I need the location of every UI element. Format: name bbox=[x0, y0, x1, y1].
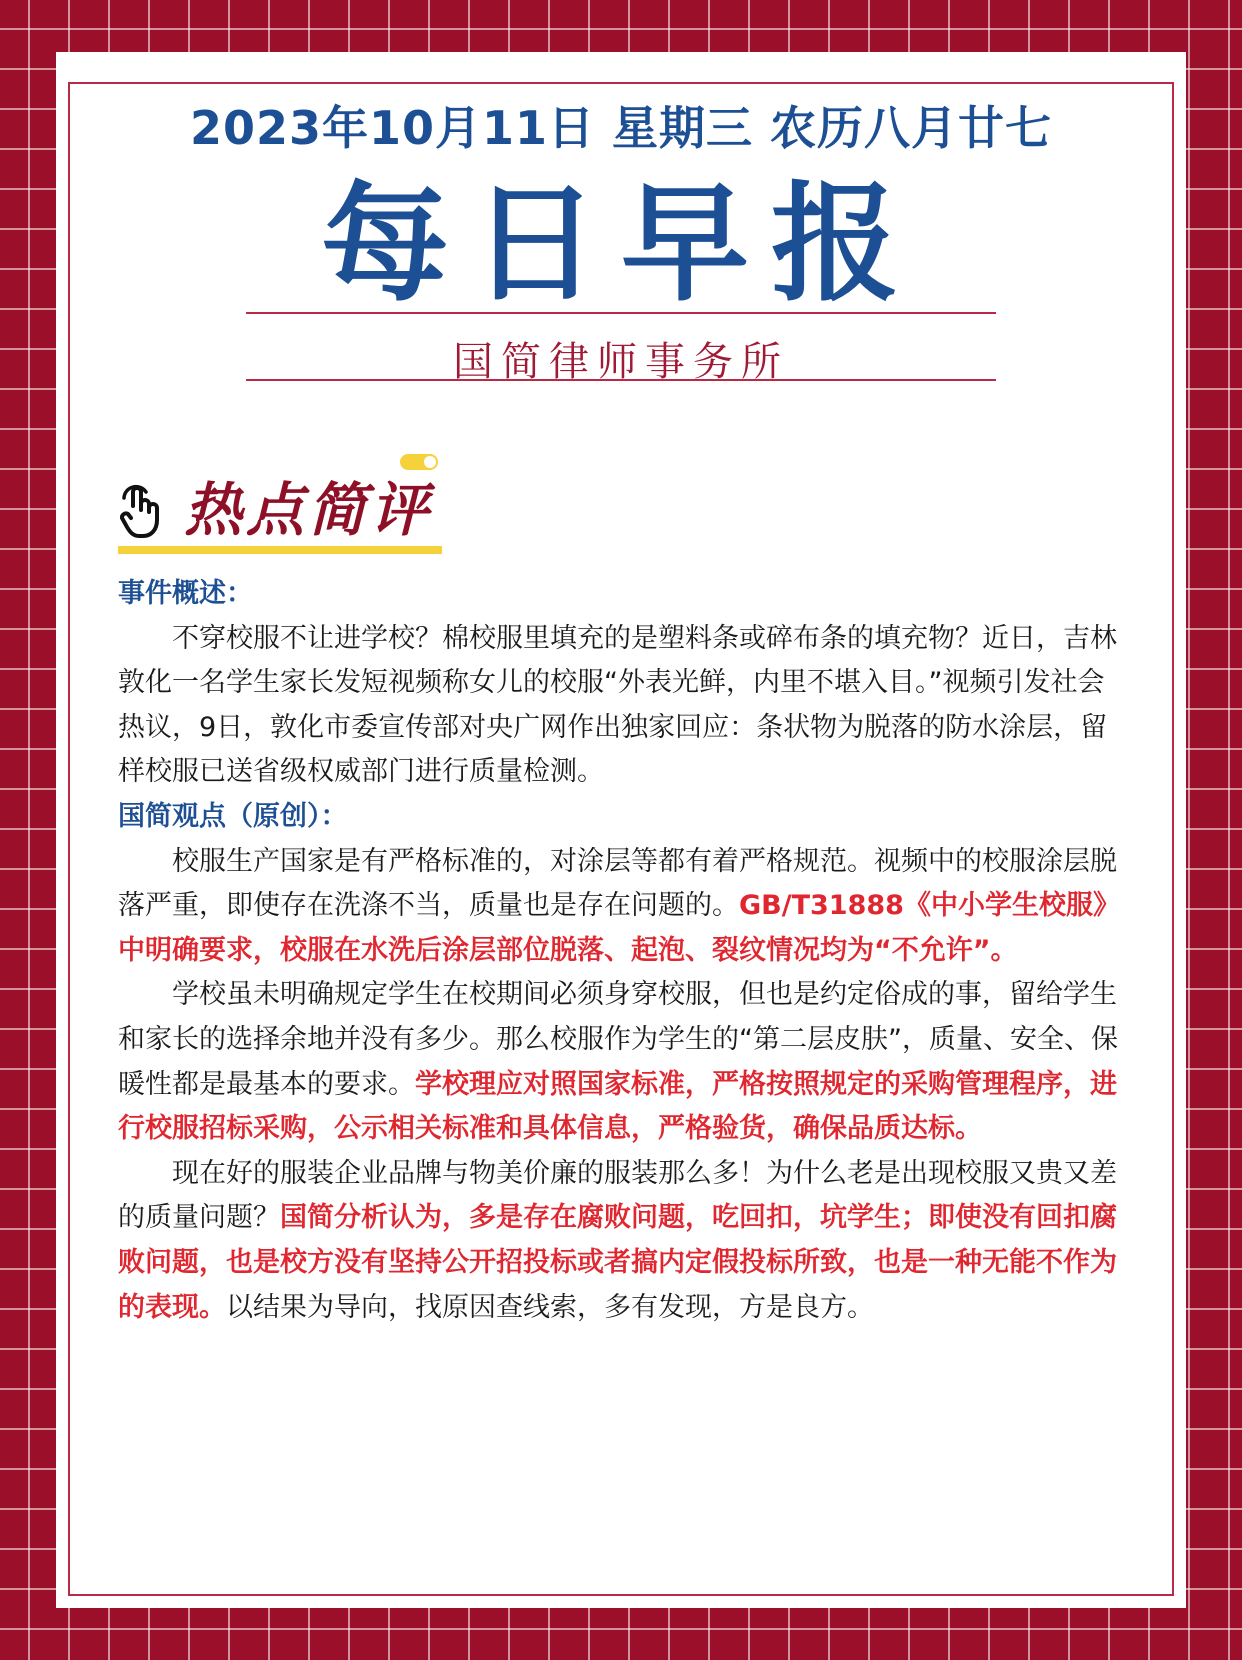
view-paragraph-1 bbox=[118, 840, 1120, 974]
date-line: 2023年10月11日 星期三 农历八月廿七 bbox=[189, 101, 1053, 155]
section-title: 热点简评 bbox=[184, 476, 433, 544]
article-body bbox=[118, 572, 1120, 1330]
view-paragraph-1-highlight: GB/T31888《中小学生校服》中明确要求，校服在水洗后涂层部位脱落、起泡、裂纹情况均为“不允许”。 bbox=[118, 890, 1120, 966]
bottom-divider bbox=[246, 379, 996, 381]
overview-label: 事件概述： bbox=[118, 578, 253, 609]
view-paragraph-1-text: 校服生产国家是有严格标准的，对涂层等都有着严格规范。视频中的校服涂层脱落严重，即使存在洗涤不当，质量也是存在问题的。 bbox=[118, 845, 1117, 922]
overview-paragraph: 不穿校服不让进学校？棉校服里填充的是塑料条或碎布条的填充物？近日，吉林敦化一名学生家长发短视频称女儿的校服“外表光鲜，内里不堪入目。”视频引发社会热议，9日，敦化市委宣传部对央广网作出独家回应：条状物为脱落的防水涂层，留样校服已送省级权威部门进行质量检测。 bbox=[118, 622, 1117, 788]
view-paragraph-3-text-b: 以结果为导向，找原因查线索，多有发现，方是良方。 bbox=[226, 1291, 874, 1323]
view-paragraph-3 bbox=[118, 1152, 1120, 1330]
view-paragraph-2-highlight: 学校理应对照国家标准，严格按照规定的采购管理程序，进行校服招标采购，公示相关标准和具体信息，严格验货，确保品质达标。 bbox=[118, 1068, 1117, 1145]
view-paragraph-2-text: 学校虽未明确规定学生在校期间必须身穿校服，但也是约定俗成的事，留给学生和家长的选择余地并没有多少。那么校服作为学生的“第二层皮肤”，质量、安全、保暖性都是最基本的要求。 bbox=[118, 979, 1118, 1100]
toggle-decoration-icon bbox=[400, 454, 438, 470]
poster-card bbox=[56, 52, 1186, 1608]
view-paragraph-2 bbox=[118, 973, 1120, 1151]
top-divider bbox=[246, 312, 996, 314]
firm-name: 国简律师事务所 bbox=[453, 339, 789, 385]
hand-pointer-icon bbox=[118, 484, 164, 540]
section-underline bbox=[118, 546, 442, 554]
page-title: 每日早报 bbox=[320, 170, 921, 319]
view-paragraph-3-highlight: 国简分析认为，多是存在腐败问题，吃回扣，坑学生；即使没有回扣腐败问题，也是校方没有坚持公开招投标或者搞内定假投标所致，也是一种无能不作为的表现。 bbox=[118, 1202, 1117, 1323]
view-paragraph-3-text-a: 现在好的服装企业品牌与物美价廉的服装那么多！为什么老是出现校服又贵又差的质量问题？ bbox=[118, 1157, 1117, 1234]
view-label: 国简观点（原创）： bbox=[118, 800, 348, 832]
